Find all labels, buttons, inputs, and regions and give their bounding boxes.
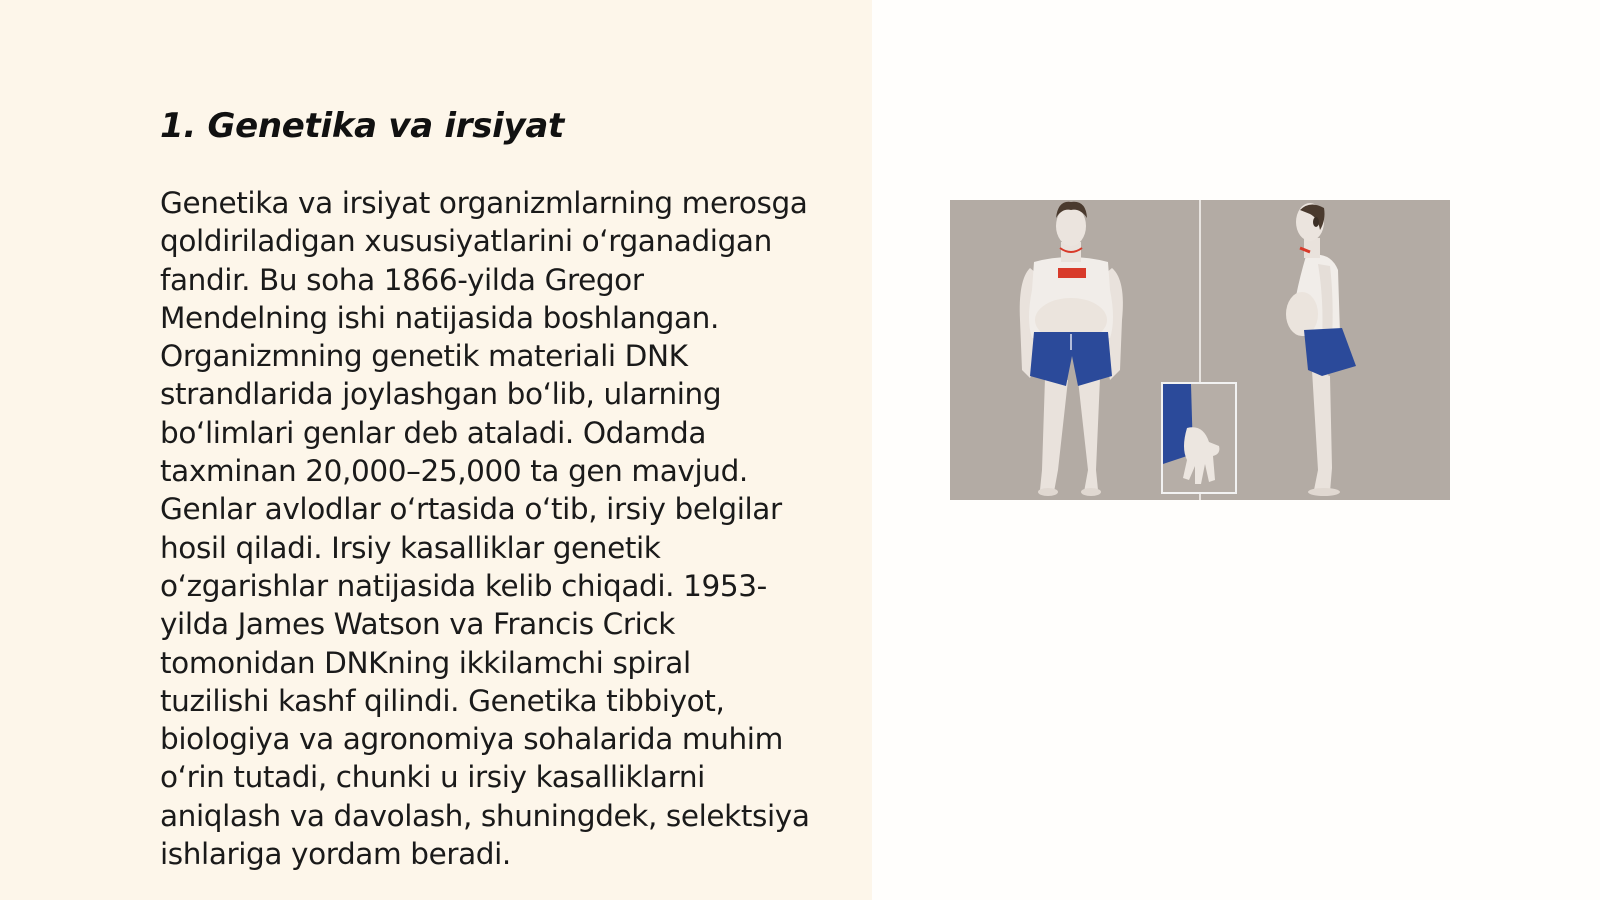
side-ear bbox=[1313, 217, 1319, 227]
body-line: Mendelning ishi natijasida boshlangan. bbox=[160, 300, 719, 335]
body-line: aniqlash va davolash, shuningdek, selektsiya bbox=[160, 798, 810, 833]
body-line: o‘rin tutadi, chunki u irsiy kasalliklarni bbox=[160, 760, 705, 795]
body-line: Genetika va irsiyat organizmlarning merosga bbox=[160, 186, 808, 220]
slide-title: 1. Genetika va irsiyat bbox=[160, 106, 564, 146]
body-line: qoldiriladigan xususiyatlarini o‘rganadigan bbox=[160, 224, 772, 259]
hand-closeup-inset bbox=[1161, 382, 1237, 494]
side-view-figure bbox=[1200, 200, 1450, 500]
body-line: fandir. Bu soha 1866-yilda Gregor bbox=[160, 262, 644, 297]
side-legs bbox=[1312, 370, 1332, 492]
front-left-foot bbox=[1038, 488, 1058, 496]
body-line: hosil qiladi. Irsiy kasalliklar genetik bbox=[160, 530, 661, 565]
front-legs bbox=[1040, 378, 1100, 492]
side-foot bbox=[1308, 488, 1340, 496]
body-line: tomonidan DNKning ikkilamchi spiral bbox=[160, 645, 691, 680]
body-line: bo‘limlari genlar deb ataladi. Odamda bbox=[160, 415, 707, 450]
front-right-foot bbox=[1081, 488, 1101, 496]
body-line: strandlarida joylashgan bo‘lib, ularning bbox=[160, 377, 722, 412]
side-shorts bbox=[1304, 328, 1356, 376]
body-line: taxminan 20,000–25,000 ta gen mavjud. bbox=[160, 454, 748, 489]
inset-hand bbox=[1183, 427, 1219, 484]
body-text bbox=[160, 184, 850, 873]
body-line: tuzilishi kashf qilindi. Genetika tibbiyot, bbox=[160, 683, 725, 718]
body-line: Organizmning genetik materiali DNK bbox=[160, 339, 688, 374]
body-line: o‘zgarishlar natijasida kelib chiqadi. 1953- bbox=[160, 568, 767, 603]
body-line: biologiya va agronomiya sohalarida muhim bbox=[160, 722, 783, 757]
anatomy-figure-image bbox=[950, 200, 1450, 500]
side-belly bbox=[1286, 292, 1318, 336]
hand-closeup bbox=[1163, 384, 1235, 492]
body-line: Genlar avlodlar o‘rtasida o‘tib, irsiy belgilar bbox=[160, 492, 782, 527]
body-line: yilda James Watson va Francis Crick bbox=[160, 607, 675, 642]
side-neck bbox=[1304, 238, 1320, 258]
body-line: ishlariga yordam beradi. bbox=[160, 837, 511, 872]
shirt-print bbox=[1058, 268, 1086, 278]
